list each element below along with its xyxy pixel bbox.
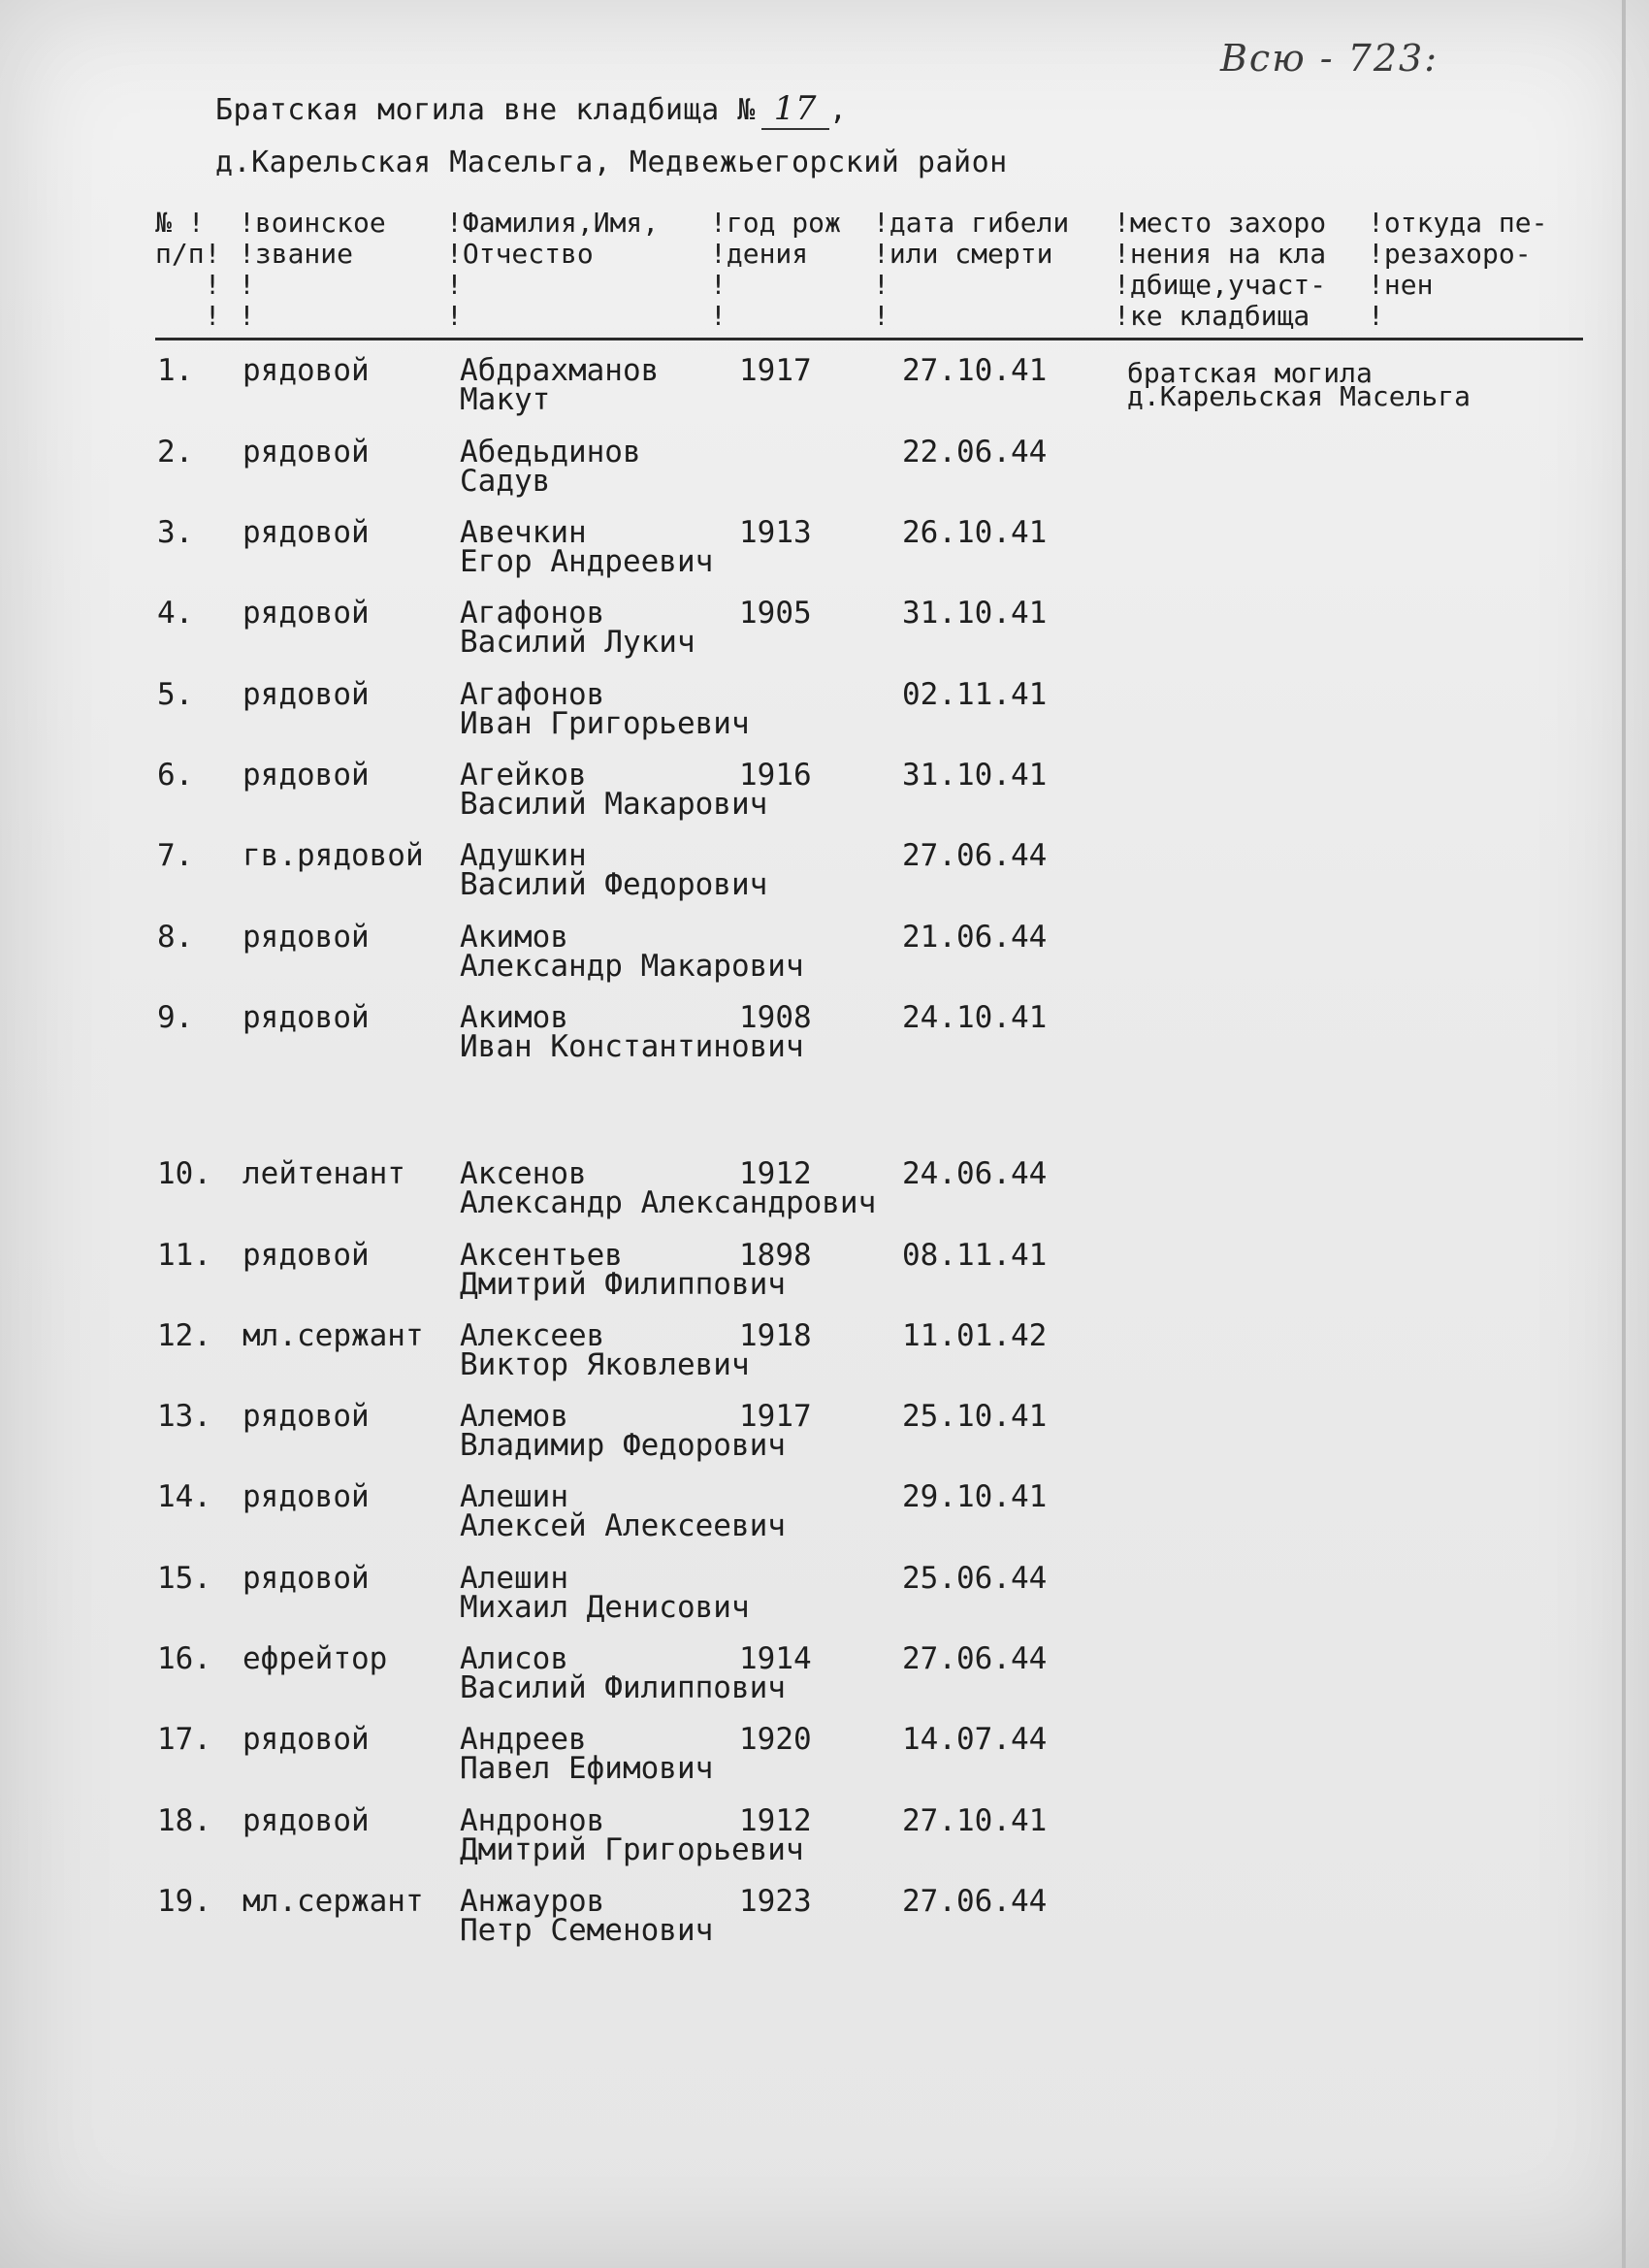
table-row xyxy=(0,671,1649,749)
row-rank: рядовой xyxy=(242,920,370,955)
row-death-date: 24.06.44 xyxy=(902,1156,1048,1191)
row-rank: рядовой xyxy=(242,1000,370,1035)
row-given-names: Макут xyxy=(460,382,551,417)
row-given-names: Дмитрий Григорьевич xyxy=(460,1832,804,1867)
row-rank: ефрейтор xyxy=(242,1641,388,1676)
row-surname: Агафонов xyxy=(460,677,605,712)
header-year: !год рож !дения ! ! xyxy=(710,207,841,332)
row-surname: Адушкин xyxy=(460,838,587,873)
row-number: 16. xyxy=(157,1641,211,1676)
header-name: !Фамилия,Имя, !Отчество ! ! xyxy=(446,207,660,332)
row-death-date: 21.06.44 xyxy=(902,920,1048,955)
row-death-date: 27.06.44 xyxy=(902,838,1048,873)
title-prefix: Братская могила вне кладбища № xyxy=(215,93,756,127)
row-burial-place: братская могила xyxy=(1127,357,1373,389)
table-row xyxy=(0,1150,1649,1228)
row-given-names: Иван Константинович xyxy=(460,1029,804,1064)
row-number: 4. xyxy=(157,596,194,631)
table-row xyxy=(0,1798,1649,1875)
row-rank: рядовой xyxy=(242,515,370,550)
row-surname: Андреев xyxy=(460,1722,587,1757)
row-rank: гв.рядовой xyxy=(242,838,424,873)
title-suffix: , xyxy=(828,93,848,127)
row-number: 1. xyxy=(157,353,194,388)
row-given-names: Виктор Яковлевич xyxy=(460,1347,750,1382)
table-header xyxy=(155,204,1583,340)
row-rank: рядовой xyxy=(242,435,370,470)
row-rank: рядовой xyxy=(242,1479,370,1514)
row-given-names: Василий Филиппович xyxy=(460,1670,786,1705)
row-number: 12. xyxy=(157,1318,211,1353)
table-row xyxy=(0,429,1649,506)
row-number: 2. xyxy=(157,435,194,470)
row-number: 17. xyxy=(157,1722,211,1757)
row-death-date: 22.06.44 xyxy=(902,435,1048,470)
row-death-date: 27.06.44 xyxy=(902,1641,1048,1676)
header-rank: !воинское !звание ! ! xyxy=(239,207,386,332)
row-surname: Алешин xyxy=(460,1561,568,1596)
header-divider xyxy=(155,338,1583,340)
row-birth-year: 1923 xyxy=(739,1884,812,1919)
row-rank: рядовой xyxy=(242,1722,370,1757)
row-given-names: Садув xyxy=(460,464,551,499)
row-rank: рядовой xyxy=(242,596,370,631)
row-number: 11. xyxy=(157,1238,211,1273)
row-number: 9. xyxy=(157,1000,194,1035)
row-death-date: 14.07.44 xyxy=(902,1722,1048,1757)
row-death-date: 31.10.41 xyxy=(902,758,1048,793)
row-given-names: Алексей Алексеевич xyxy=(460,1508,786,1543)
row-number: 3. xyxy=(157,515,194,550)
row-death-date: 27.10.41 xyxy=(902,1803,1048,1838)
row-birth-year: 1912 xyxy=(739,1156,812,1191)
row-death-date: 26.10.41 xyxy=(902,515,1048,550)
row-rank: мл.сержант xyxy=(242,1884,424,1919)
document-title xyxy=(215,89,847,130)
row-given-names: Василий Макарович xyxy=(460,787,768,822)
table-row xyxy=(0,1555,1649,1633)
row-birth-year: 1913 xyxy=(739,515,812,550)
row-death-date: 08.11.41 xyxy=(902,1238,1048,1273)
row-rank: рядовой xyxy=(242,1238,370,1273)
header-num: № ! п/п! ! ! xyxy=(155,207,221,332)
row-death-date: 11.01.42 xyxy=(902,1318,1048,1353)
table-row xyxy=(0,994,1649,1072)
table-row xyxy=(0,1393,1649,1471)
row-number: 14. xyxy=(157,1479,211,1514)
row-surname: Андронов xyxy=(460,1803,605,1838)
row-rank: рядовой xyxy=(242,677,370,712)
table-row xyxy=(0,347,1649,425)
row-number: 13. xyxy=(157,1399,211,1434)
row-rank: рядовой xyxy=(242,1399,370,1434)
row-surname: Алисов xyxy=(460,1641,568,1676)
row-birth-year: 1920 xyxy=(739,1722,812,1757)
row-surname: Абедьдинов xyxy=(460,435,641,470)
row-rank: рядовой xyxy=(242,758,370,793)
row-rank: лейтенант xyxy=(242,1156,405,1191)
row-surname: Аксентьев xyxy=(460,1238,623,1273)
table-row xyxy=(0,1878,1649,1956)
row-given-names: Петр Семенович xyxy=(460,1913,714,1948)
row-death-date: 25.06.44 xyxy=(902,1561,1048,1596)
row-death-date: 27.10.41 xyxy=(902,353,1048,388)
row-given-names: Александр Макарович xyxy=(460,949,804,984)
row-given-names: Василий Лукич xyxy=(460,625,695,660)
row-surname: Алемов xyxy=(460,1399,568,1434)
row-birth-year: 1916 xyxy=(739,758,812,793)
table-row xyxy=(0,1312,1649,1390)
row-surname: Аксенов xyxy=(460,1156,587,1191)
table-row xyxy=(0,1232,1649,1310)
row-given-names: Иван Григорьевич xyxy=(460,706,750,741)
row-given-names: Михаил Денисович xyxy=(460,1590,750,1625)
document-subtitle: д.Карельская Масельга, Медвежьегорский район xyxy=(215,146,1008,179)
row-rank: рядовой xyxy=(242,353,370,388)
row-given-names: Дмитрий Филиппович xyxy=(460,1267,786,1302)
row-given-names: Василий Федорович xyxy=(460,867,768,902)
table-row xyxy=(0,1474,1649,1551)
table-row xyxy=(0,1716,1649,1794)
header-origin: !откуда пе- !резахоро- !нен ! xyxy=(1368,207,1548,332)
row-surname: Акимов xyxy=(460,920,568,955)
row-given-names: Павел Ефимович xyxy=(460,1751,714,1786)
header-place: !место захоро !нения на кла !дбище,участ- !ке кладбища xyxy=(1114,207,1327,332)
row-number: 15. xyxy=(157,1561,211,1596)
row-surname: Алексеев xyxy=(460,1318,605,1353)
row-death-date: 25.10.41 xyxy=(902,1399,1048,1434)
row-surname: Авечкин xyxy=(460,515,587,550)
table-row xyxy=(0,590,1649,667)
row-number: 7. xyxy=(157,838,194,873)
archive-note: Всю - 723: xyxy=(1220,37,1439,80)
table-row xyxy=(0,832,1649,910)
row-surname: Абдрахманов xyxy=(460,353,660,388)
row-death-date: 27.06.44 xyxy=(902,1884,1048,1919)
header-date: !дата гибели !или смерти ! ! xyxy=(873,207,1070,332)
row-given-names: Егор Андреевич xyxy=(460,544,714,579)
row-given-names: Владимир Федорович xyxy=(460,1428,786,1463)
row-number: 5. xyxy=(157,677,194,712)
table-row xyxy=(0,752,1649,829)
row-death-date: 29.10.41 xyxy=(902,1479,1048,1514)
row-burial-village: д.Карельская Масельга xyxy=(1127,380,1471,412)
row-birth-year: 1898 xyxy=(739,1238,812,1273)
row-birth-year: 1905 xyxy=(739,596,812,631)
row-surname: Алешин xyxy=(460,1479,568,1514)
row-birth-year: 1918 xyxy=(739,1318,812,1353)
grave-number: 17 xyxy=(761,89,829,130)
row-given-names: Александр Александрович xyxy=(460,1185,877,1220)
table-row xyxy=(0,914,1649,991)
row-rank: рядовой xyxy=(242,1561,370,1596)
row-birth-year: 1914 xyxy=(739,1641,812,1676)
row-number: 10. xyxy=(157,1156,211,1191)
table-row xyxy=(0,1636,1649,1713)
row-surname: Акимов xyxy=(460,1000,568,1035)
row-birth-year: 1908 xyxy=(739,1000,812,1035)
row-surname: Агейков xyxy=(460,758,587,793)
row-number: 6. xyxy=(157,758,194,793)
row-number: 19. xyxy=(157,1884,211,1919)
row-rank: мл.сержант xyxy=(242,1318,424,1353)
row-rank: рядовой xyxy=(242,1803,370,1838)
row-death-date: 02.11.41 xyxy=(902,677,1048,712)
row-number: 8. xyxy=(157,920,194,955)
row-death-date: 24.10.41 xyxy=(902,1000,1048,1035)
row-number: 18. xyxy=(157,1803,211,1838)
row-birth-year: 1917 xyxy=(739,1399,812,1434)
table-row xyxy=(0,509,1649,587)
row-birth-year: 1917 xyxy=(739,353,812,388)
row-surname: Агафонов xyxy=(460,596,605,631)
row-death-date: 31.10.41 xyxy=(902,596,1048,631)
row-surname: Анжауров xyxy=(460,1884,605,1919)
row-birth-year: 1912 xyxy=(739,1803,812,1838)
